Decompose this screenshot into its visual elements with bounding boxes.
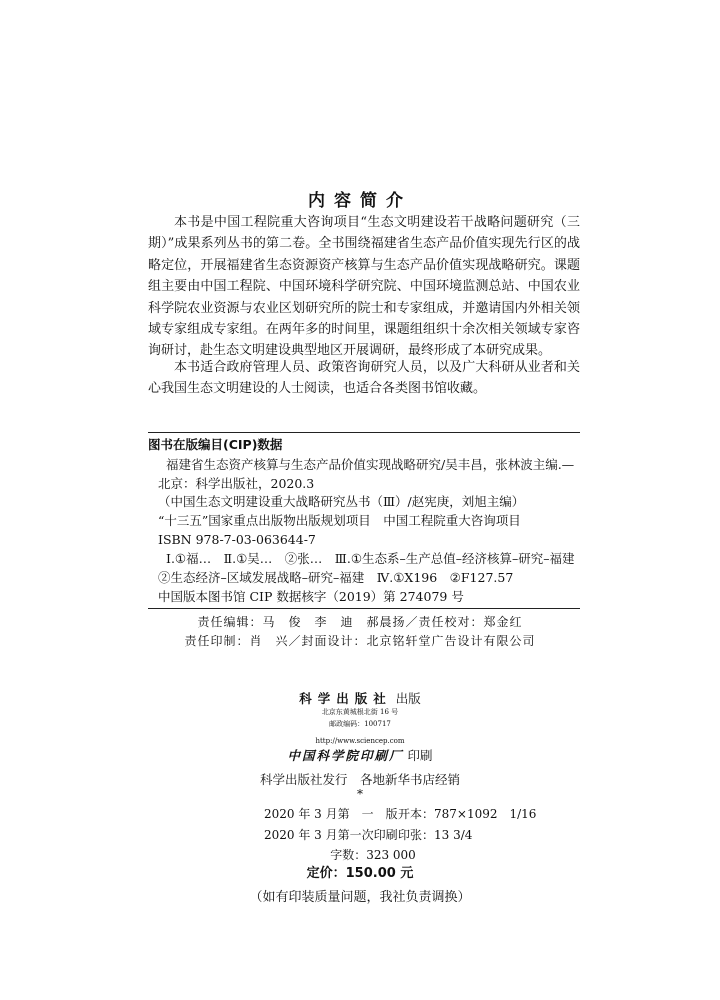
price-info: 定价：150.00 元 — [306, 866, 414, 881]
staff-print-line: 责任印制：肖 兴／封面设计：北京铭轩堂广告设计有限公司 — [184, 634, 536, 648]
intro-paragraph-2: 本书适合政府管理人员、政策咨询研究人员，以及广大科研从业者和关心我国生态文明建设的人士阅读，也适合各类图书馆收藏。 — [148, 360, 580, 397]
publisher-url: http://www.sciencep.com — [315, 737, 405, 745]
cip-heading: 图书在版编目(CIP)数据 — [148, 437, 283, 452]
publisher-logo-text: 科学出版社 — [299, 691, 392, 706]
quality-notice: （如有印装质量问题，我社负责调换） — [249, 890, 471, 905]
cip-isbn-line: ISBN 978-7-03-063644-7 — [158, 532, 316, 547]
cip-project-line: “十三五”国家重点出版物出版规划项目 中国工程院重大咨询项目 — [158, 513, 521, 528]
wordcount-info: 字数：323 000 — [330, 848, 416, 862]
publisher-postcode: 邮政编码：100717 — [329, 720, 391, 728]
edition-info: 2020 年 3 月第 一 版 — [264, 807, 398, 821]
cip-title-line: 福建省生态资产核算与生态产品价值实现战略研究/吴丰昌，张林波主编.—北京：科学出版社，2020.3 — [158, 457, 575, 491]
printer-logo-text: 中国科学院印刷厂 — [287, 748, 404, 763]
printer-action: 印刷 — [407, 748, 433, 763]
cip-bottom-rule — [148, 608, 580, 609]
staff-editors-line: 责任编辑：马 俊 李 迪 郝晨扬／责任校对：郑金红 — [197, 615, 523, 629]
publisher-action: 出版 — [395, 691, 421, 706]
printing-info: 2020 年 3 月第一次印刷 — [264, 828, 398, 842]
publisher-address: 北京东黄城根北街 16 号 — [321, 708, 399, 716]
sheets-info: 印张：13 3/4 — [398, 828, 473, 842]
page-title: 内容简介 — [308, 191, 412, 211]
cip-top-rule — [148, 432, 580, 433]
distribution-line: 科学出版社发行 各地新华书店经销 — [259, 772, 460, 787]
cip-classification-line: Ⅰ.①福… Ⅱ.①吴… ②张… Ⅲ.①生态系–生产总值–经济核算–研究–福建 ②生态经济–区域发展战略–研究–福建 Ⅳ.①X196 ②F127.57 — [158, 551, 588, 585]
cip-series-line: （中国生态文明建设重大战略研究丛书（Ⅲ）/赵宪庚，刘旭主编） — [158, 494, 525, 509]
printer-line — [0, 746, 720, 764]
publisher-line — [0, 689, 720, 707]
cip-record-line: 中国版本图书馆 CIP 数据核字（2019）第 274079 号 — [158, 589, 464, 604]
format-info: 开本：787×1092 1/16 — [398, 807, 537, 821]
separator-star: * — [357, 787, 363, 801]
intro-paragraph-1: 本书是中国工程院重大咨询项目“生态文明建设若干战略问题研究（三期）”成果系列丛书的第二卷。全书围绕福建省生态产品价值实现先行区的战略定位，开展福建省生态资源资产核算与生态产品价值实现战略研究。课题组主要由中国工程院、中国环境科学研究院、中国环境监测总站、中国农业科学院农业资源与农业区划研究所的院士和专家组成，并邀请国内外相关领域专家组成专家组。在两年多的时间里，课题组组织十余次相关领域专家咨询研讨，赴生态文明建设典型地区开展调研，最终形成了本研究成果。 — [148, 215, 580, 359]
